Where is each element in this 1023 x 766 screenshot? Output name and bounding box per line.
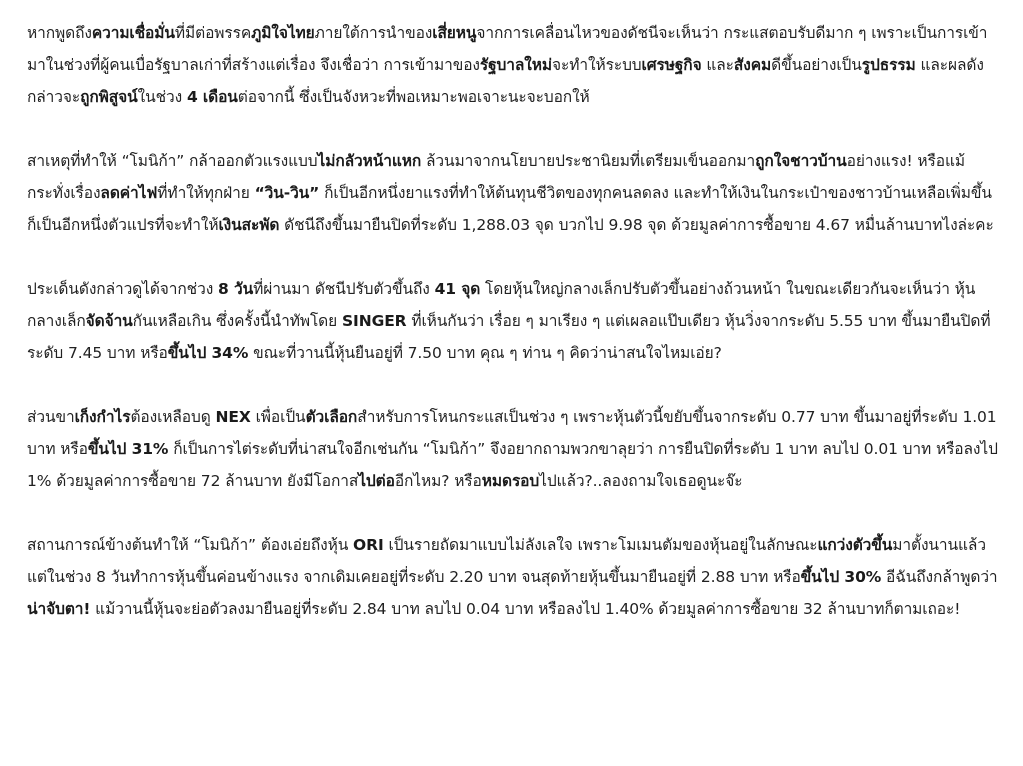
bold-phrase: “วิน-วิน”: [254, 184, 320, 202]
text-run: ล้วนมาจากนโยบายประชานิยมที่เตรียมเข็นออกมา: [421, 152, 756, 170]
text-run: ต่อจากนี้ ซึ่งเป็นจังหวะที่พอเหมาะพอเจาะนะจะบอกให้: [237, 88, 590, 106]
bold-phrase: NEX: [215, 408, 251, 426]
bold-phrase: จัดจ้าน: [85, 312, 133, 330]
bold-phrase: น่าจับตา!: [27, 600, 91, 618]
text-run: สำหรับการโหนกระแสเป็นช่วง ๆ เพราะหุ้นตัวนี้ขยับขึ้นจากระดับ 0.77 บาท ขึ้นมาอยู่ที่ระดับ 1.01 บาท หรือ: [27, 408, 997, 458]
text-run: ในช่วง: [137, 88, 187, 106]
text-run: ที่มีต่อพรรค: [174, 24, 252, 42]
text-run: ไปแล้ว?..ลองถามใจเธอดูนะจ๊ะ: [539, 472, 743, 490]
text-run: ดัชนีถึงขึ้นมายืนปิดที่ระดับ 1,288.03 จุด บวกไป 9.98 จุด ด้วยมูลค่าการซื้อขาย 4.67 หมื่นล้านบาทไงล่ะคะ: [279, 216, 994, 234]
text-run: อีฉันถึงกล้าพูดว่า: [881, 568, 998, 586]
text-run: อย่างแรง! หรือแม้กระทั่งเรื่อง: [27, 152, 965, 202]
bold-phrase: รัฐบาลใหม่: [479, 56, 552, 74]
text-run: ส่วนขา: [27, 408, 75, 426]
bold-phrase: หมดรอบ: [481, 472, 540, 490]
text-run: ภายใต้การนำของ: [314, 24, 433, 42]
bold-phrase: ขึ้นไป 31%: [87, 440, 169, 458]
paragraph-4: [27, 401, 1003, 497]
paragraph-5: [27, 529, 1003, 625]
text-run: ดีขึ้นอย่างเป็น: [771, 56, 862, 74]
text-run: และผลดังกล่าวจะ: [27, 56, 984, 106]
bold-phrase: ขึ้นไป 34%: [167, 344, 249, 362]
bold-phrase: แกว่งตัวขึ้น: [817, 536, 893, 554]
text-run: ก็เป็นอีกหนึ่งยาแรงที่ทำให้ต้นทุนชีวิตของทุกคนลดลง และทำให้เงินในกระเป๋าของชาวบ้านเหลือเพิ่มขึ้น ก็เป็นอีกหนึ่งตัวแปรที่จะทำให้: [27, 184, 992, 234]
text-run: สถานการณ์ข้างต้นทำให้ “โมนิก้า” ต้องเอ่ยถึงหุ้น: [27, 536, 354, 554]
text-run: มาตั้งนานแล้ว แต่ในช่วง 8 วันทำการหุ้นขึ้นค่อนข้างแรง จากเดิมเคยอยู่ที่ระดับ 2.20 บาท จนสุดท้ายหุ้นขึ้นมายืนอยู่ที่ 2.88 บาท หรือ: [27, 536, 986, 586]
text-run: จะทำให้ระบบ: [552, 56, 642, 74]
bold-phrase: ถูกใจชาวบ้าน: [755, 152, 847, 170]
text-run: ต้องเหลือบดู: [130, 408, 216, 426]
text-run: อีกไหม? หรือ: [394, 472, 482, 490]
bold-phrase: เสี่ยหนู: [432, 24, 477, 42]
bold-phrase: เงินสะพัด: [218, 216, 280, 234]
paragraph-1: [27, 17, 1003, 113]
text-run: จากการเคลื่อนไหวของดัชนีจะเห็นว่า กระแสตอบรับดีมาก ๆ เพราะเป็นการเข้ามาในช่วงที่ผู้คนเบื่อรัฐบาลเก่าที่สร้างแต่เรื่อง จึงเชื่อว่า การเข้ามาของ: [27, 24, 988, 74]
bold-phrase: ไปต่อ: [358, 472, 395, 490]
bold-phrase: ภูมิใจไทย: [251, 24, 315, 42]
bold-phrase: 8 วัน: [218, 280, 254, 298]
bold-phrase: ไม่กลัวหน้าแหก: [317, 152, 422, 170]
text-run: ประเด็นดังกล่าวดูได้จากช่วง: [27, 280, 218, 298]
bold-phrase: เก็งกำไร: [74, 408, 131, 426]
text-run: ที่ทำให้ทุกฝ่าย: [157, 184, 255, 202]
text-run: สาเหตุที่ทำให้ “โมนิก้า” กล้าออกตัวแรงแบบ: [27, 152, 318, 170]
bold-phrase: เศรษฐกิจ: [641, 56, 702, 74]
text-run: ที่เห็นกันว่า เรื่อย ๆ มาเรียง ๆ แต่เผลอแป๊บเดียว หุ้นวิ่งจากระดับ 5.55 บาท ขึ้นมายืนปิดที่ระดับ 7.45 บาท หรือ: [27, 312, 991, 362]
bold-phrase: ตัวเลือก: [305, 408, 358, 426]
bold-phrase: ลดค่าไฟ: [100, 184, 158, 202]
bold-phrase: ถูกพิสูจน์: [80, 88, 138, 106]
bold-phrase: SINGER: [341, 312, 407, 330]
bold-phrase: ORI: [353, 536, 384, 554]
text-run: ขณะที่วานนี้หุ้นยืนอยู่ที่ 7.50 บาท คุณ ๆ ท่าน ๆ คิดว่าน่าสนใจไหมเอ่ย?: [248, 344, 722, 362]
bold-phrase: รูปธรรม: [861, 56, 916, 74]
text-run: ที่ผ่านมา ดัชนีปรับตัวขึ้นถึง: [253, 280, 435, 298]
bold-phrase: 4 เดือน: [186, 88, 238, 106]
bold-phrase: ความเชื่อมั่น: [91, 24, 175, 42]
text-run: กันเหลือเกิน ซึ่งครั้งนี้นำทัพโดย: [132, 312, 342, 330]
paragraph-2: [27, 145, 1003, 241]
text-run: เพื่อเป็น: [250, 408, 306, 426]
text-run: เป็นรายถัดมาแบบไม่ลังเลใจ เพราะโมเมนตัมของหุ้นอยู่ในลักษณะ: [383, 536, 818, 554]
text-run: โดยหุ้นใหญ่กลางเล็กปรับตัวขึ้นอย่างถ้วนหน้า ในขณะเดียวกันจะเห็นว่า หุ้นกลางเล็ก: [27, 280, 976, 330]
bold-phrase: ขึ้นไป 30%: [800, 568, 882, 586]
bold-phrase: 41 จุด: [434, 280, 481, 298]
bold-phrase: สังคม: [733, 56, 772, 74]
text-run: และ: [701, 56, 734, 74]
text-run: แม้วานนี้หุ้นจะย่อตัวลงมายืนอยู่ที่ระดับ 2.84 บาท ลบไป 0.04 บาท หรือลงไป 1.40% ด้วยมูลค่าการซื้อขาย 32 ล้านบาทก็ตามเถอะ!: [90, 600, 961, 618]
text-run: ก็เป็นการไต่ระดับที่น่าสนใจอีกเช่นกัน “โมนิก้า” จึงอยากถามพวกขาลุยว่า การยืนปิดที่ระดับ 1 บาท ลบไป 0.01 บาท หรือลงไป 1% ด้วยมูลค่าการซื้อขาย 72 ล้านบาท ยังมีโอกาส: [27, 440, 998, 490]
paragraph-3: [27, 273, 1003, 369]
text-run: หากพูดถึง: [27, 24, 92, 42]
